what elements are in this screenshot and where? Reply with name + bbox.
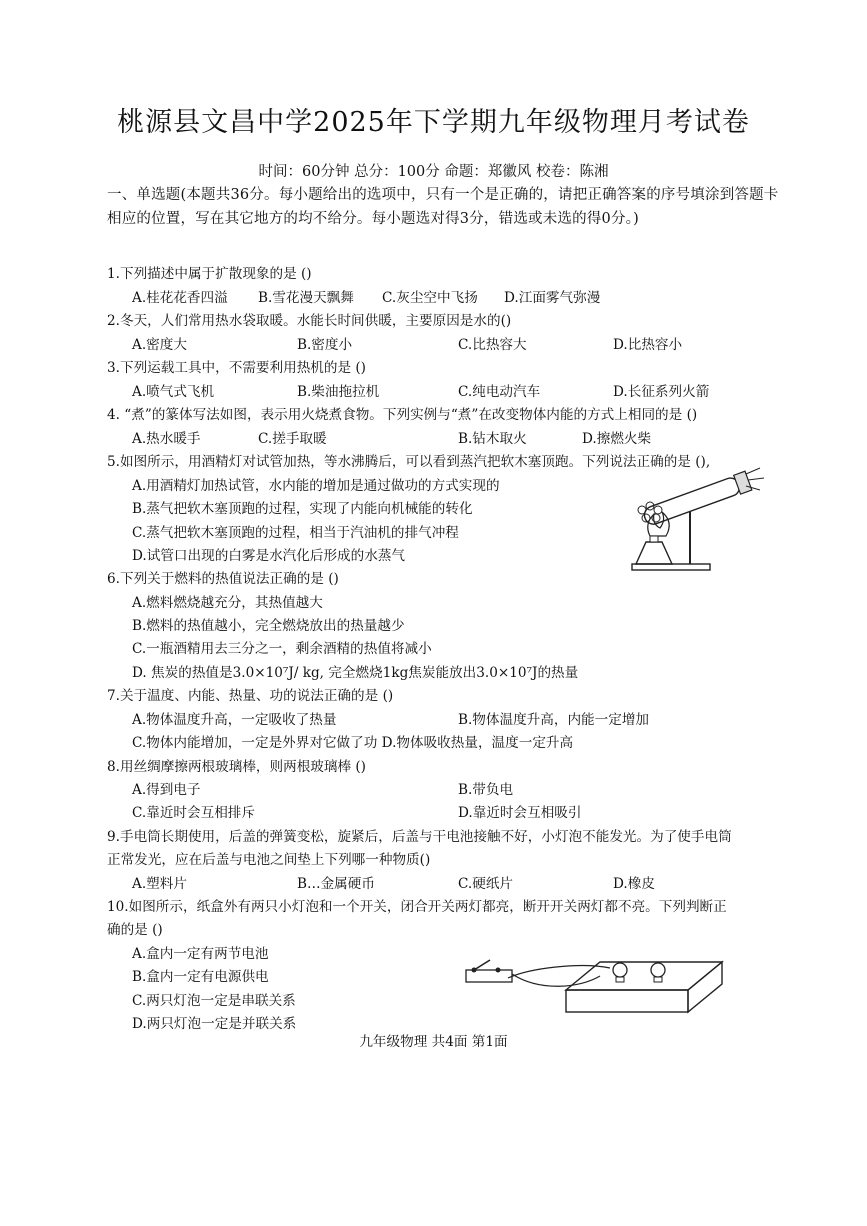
question-4: 4. “煮”的篆体写法如图，表示用火烧煮食物。下列实例与“煮”在改变物体内能的方式上相同的是 (): [107, 407, 698, 423]
q10-option-d: D.两只灯泡一定是并联关系: [132, 1016, 297, 1032]
question-10-line2: 确的是 (): [107, 922, 163, 938]
q9-option-a: A.塑料片: [132, 876, 187, 892]
q2-option-a: A.密度大: [132, 337, 187, 353]
q5-option-b: B.蒸气把软木塞顶跑的过程，实现了内能向机械能的转化: [132, 501, 473, 517]
q7-option-a: A.物体温度升高，一定吸收了热量: [132, 712, 337, 728]
q6-option-d: D. 焦炭的热值是3.0×10⁷J/ kg, 完全燃烧1kg焦炭能放出3.0×10⁷J的热量: [132, 665, 579, 681]
q4-option-c: B.钻木取火: [458, 431, 527, 447]
question-9-line2: 正常发光，应在后盖与电池之间垫上下列哪一种物质(): [107, 852, 431, 868]
q3-option-d: D.长征系列火箭: [613, 384, 710, 400]
q9-option-c: C.硬纸片: [458, 876, 514, 892]
question-1: 1.下列描述中属于扩散现象的是 (): [107, 266, 312, 282]
q2-option-c: C.比热容大: [458, 337, 527, 353]
q3-option-b: B.柴油拖拉机: [297, 384, 380, 400]
question-3: 3.下列运载工具中，不需要利用热机的是 (): [107, 360, 366, 376]
q1-option-c: C.灰尘空中飞扬: [382, 290, 478, 306]
q8-option-a: A.得到电子: [132, 782, 201, 798]
question-8: 8.用丝绸摩擦两根玻璃棒，则两根玻璃棒 (): [107, 759, 366, 775]
question-2: 2.冬天，人们常用热水袋取暖。水能长时间供暖，主要原因是水的(): [107, 313, 512, 329]
q8-option-c: C.靠近时会互相排斥: [132, 805, 255, 821]
page-footer: 九年级物理 共4面 第1面: [359, 1034, 508, 1050]
q1-option-d: D.江面雾气弥漫: [504, 290, 601, 306]
q4-option-a: A.热水暖手: [132, 431, 201, 447]
box-circuit-figure: [460, 948, 730, 1018]
q4-option-b: C.搓手取暖: [258, 431, 327, 447]
question-7: 7.关于温度、内能、热量、功的说法正确的是 (): [107, 688, 394, 704]
q3-option-c: C.纯电动汽车: [458, 384, 541, 400]
question-5: 5.如图所示，用酒精灯对试管加热，等水沸腾后，可以看到蒸汽把软木塞顶跑。下列说法正确的是 (),: [107, 454, 711, 470]
q9-option-d: D.橡皮: [613, 876, 655, 892]
q4-option-d: D.擦燃火柴: [582, 431, 652, 447]
q9-option-b: B…金属硬币: [297, 876, 375, 892]
q6-option-b: B.燃料的热值越小，完全燃烧放出的热量越少: [132, 618, 405, 634]
exam-title: 桃源县文昌中学2025年下学期九年级物理月考试卷: [117, 107, 750, 138]
question-9-line1: 9.手电筒长期使用，后盖的弹簧变松，旋紧后，后盖与干电池接触不好，小灯泡不能发光。为了使手电筒: [107, 829, 732, 845]
q5-option-d: D.试管口出现的白雾是水汽化后形成的水蒸气: [132, 548, 406, 564]
section-intro: 一、单选题(本题共36分。每小题给出的选项中，只有一个是正确的，请把正确答案的序号填涂到答题卡相应的位置，写在其它地方的均不给分。每小题选对得3分，错选或未选的得0分。): [107, 187, 779, 227]
test-tube-heating-figure: [628, 460, 768, 578]
q2-option-b: B.密度小: [297, 337, 353, 353]
question-6: 6.下列关于燃料的热值说法正确的是 (): [107, 571, 339, 587]
q6-option-a: A.燃料燃烧越充分，其热值越大: [132, 595, 323, 611]
q6-option-c: C.一瓶酒精用去三分之一，剩余酒精的热值将减小: [132, 641, 432, 657]
q1-option-a: A.桂花花香四溢: [132, 290, 228, 306]
exam-meta: 时间：60分钟 总分：100分 命题：郑徽风 校卷：陈湘: [258, 164, 609, 180]
q10-option-a: A.盒内一定有两节电池: [132, 946, 269, 962]
q10-option-b: B.盒内一定有电源供电: [132, 969, 269, 985]
q7-option-cd: C.物体内能增加，一定是外界对它做了功 D.物体吸收热量，温度一定升高: [132, 735, 574, 751]
q10-option-c: C.两只灯泡一定是串联关系: [132, 993, 296, 1009]
q1-option-b: B.雪花漫天飘舞: [258, 290, 354, 306]
q5-option-a: A.用酒精灯加热试管，水内能的增加是通过做功的方式实现的: [132, 478, 500, 494]
q8-option-b: B.带负电: [458, 782, 514, 798]
q3-option-a: A.喷气式飞机: [132, 384, 215, 400]
q5-option-c: C.蒸气把软木塞顶跑的过程，相当于汽油机的排气冲程: [132, 525, 459, 541]
question-10-line1: 10.如图所示，纸盒外有两只小灯泡和一个开关，闭合开关两灯都亮，断开开关两灯都不亮。下列判断正: [107, 899, 727, 915]
q7-option-b: B.物体温度升高，内能一定增加: [458, 712, 650, 728]
q2-option-d: D.比热容小: [613, 337, 683, 353]
q8-option-d: D.靠近时会互相吸引: [458, 805, 582, 821]
